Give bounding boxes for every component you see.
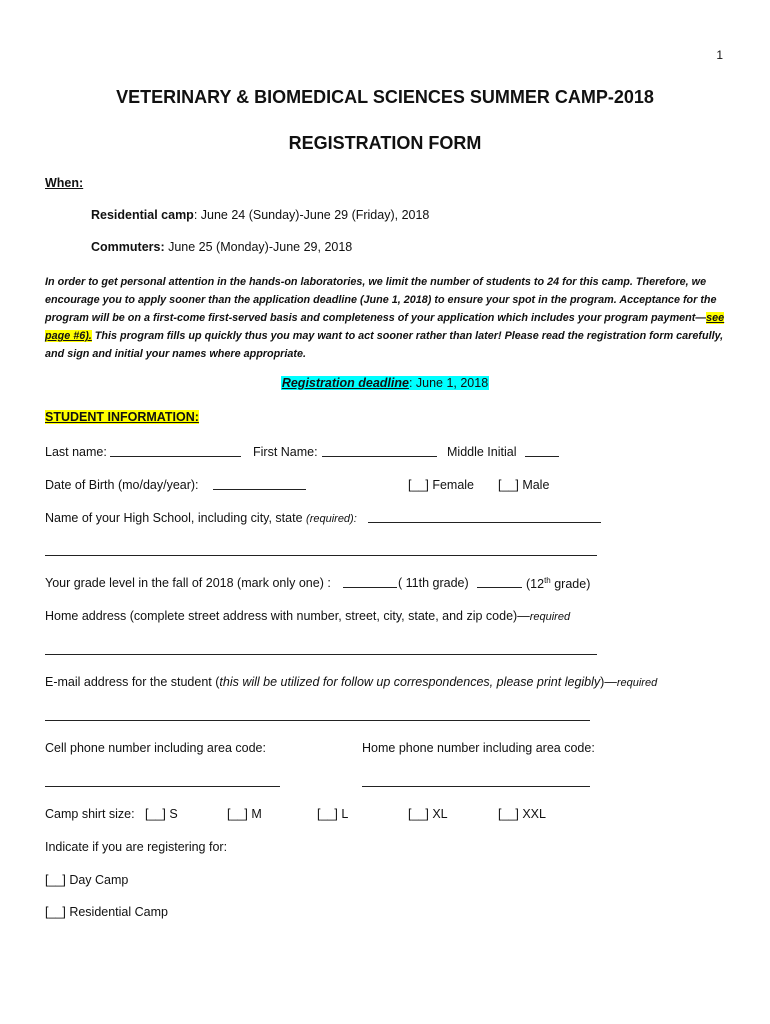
high-school-field[interactable]: [368, 522, 601, 523]
commuters-label: Commuters:: [91, 240, 165, 254]
shirt-s-checkbox[interactable]: [__] S: [145, 807, 178, 821]
residential-text: : June 24 (Sunday)-June 29 (Friday), 2018: [193, 208, 430, 222]
page-number: 1: [716, 48, 723, 62]
dob-field[interactable]: [213, 489, 306, 490]
male-checkbox[interactable]: [__] Male: [498, 478, 550, 492]
high-school-label: Name of your High School, including city, state (required):: [45, 511, 357, 525]
first-name-field[interactable]: [322, 456, 437, 457]
shirt-size-label: Camp shirt size:: [45, 807, 135, 821]
form-subtitle: REGISTRATION FORM: [288, 133, 482, 153]
register-for-label: Indicate if you are registering for:: [45, 840, 228, 854]
female-checkbox[interactable]: [__] Female: [408, 478, 475, 492]
home-address-label: Home address (complete street address with number, street, city, state, and zip code)—required: [45, 609, 571, 623]
grade-label: Your grade level in the fall of 2018 (mark only one) :: [45, 576, 331, 590]
shirt-m-checkbox[interactable]: [__] M: [227, 807, 262, 821]
middle-initial-field[interactable]: [525, 456, 559, 457]
deadline-label: Registration deadline: [281, 376, 409, 390]
grade-11-label: ( 11th grade): [398, 576, 469, 590]
deadline-value: : June 1, 2018: [408, 376, 489, 390]
commuter-dates: [91, 240, 352, 254]
email-label: E-mail address for the student (this will be utilized for follow up correspondences, please print legibly)—required: [45, 675, 658, 689]
residential-label: Residential camp: [91, 208, 194, 222]
form-title: VETERINARY & BIOMEDICAL SCIENCES SUMMER CAMP-2018: [116, 87, 654, 107]
middle-initial-label: Middle Initial: [447, 445, 517, 459]
deadline-line: [0, 376, 770, 390]
residential-dates: [91, 208, 429, 222]
first-name-label: First Name:: [253, 445, 318, 459]
cell-phone-field[interactable]: [45, 786, 280, 787]
dob-label: Date of Birth (mo/day/year):: [45, 478, 199, 492]
last-name-label: Last name:: [45, 445, 107, 459]
email-required: required: [616, 677, 658, 689]
shirt-l-checkbox[interactable]: [__] L: [317, 807, 349, 821]
notice-part2: This program fills up quickly thus you may want to act sooner rather than later! Please read the registration form carefully, and sign and initial your names where appropriate.: [45, 330, 724, 360]
grade-11-field[interactable]: [343, 587, 397, 588]
email-field[interactable]: [45, 720, 590, 721]
cell-phone-label: Cell phone number including area code:: [45, 741, 266, 755]
residential-camp-checkbox[interactable]: [__] Residential Camp: [45, 905, 168, 919]
commuters-text: June 25 (Monday)-June 29, 2018: [164, 240, 353, 254]
student-info-heading: STUDENT INFORMATION:: [45, 410, 199, 424]
home-phone-field[interactable]: [362, 786, 590, 787]
high-school-required: (required):: [306, 513, 357, 525]
notice-highlight: see page #6).: [45, 312, 725, 342]
home-address-required: required: [529, 611, 571, 623]
notice-part1: In order to get personal attention in the hands-on laboratories, we limit the number of students to 24 for this camp. Therefore, we encourage you to apply sooner than the application deadline (June 1, 2018) to ensure your spot in the program. Acceptance for the program will be on a first-come first-served basis and completeness of your application which includes your program payment—: [45, 276, 717, 324]
high-school-field-line2[interactable]: [45, 555, 597, 556]
last-name-field[interactable]: [110, 456, 241, 457]
home-address-field[interactable]: [45, 654, 597, 655]
grade-12-label: (12th grade): [526, 576, 591, 592]
day-camp-checkbox[interactable]: [__] Day Camp: [45, 873, 129, 887]
home-phone-label: Home phone number including area code:: [362, 741, 595, 755]
shirt-xl-checkbox[interactable]: [__] XL: [408, 807, 448, 821]
when-heading: When:: [45, 176, 84, 190]
grade-12-field[interactable]: [477, 587, 522, 588]
shirt-xxl-checkbox[interactable]: [__] XXL: [498, 807, 546, 821]
notice-paragraph: [45, 273, 735, 363]
